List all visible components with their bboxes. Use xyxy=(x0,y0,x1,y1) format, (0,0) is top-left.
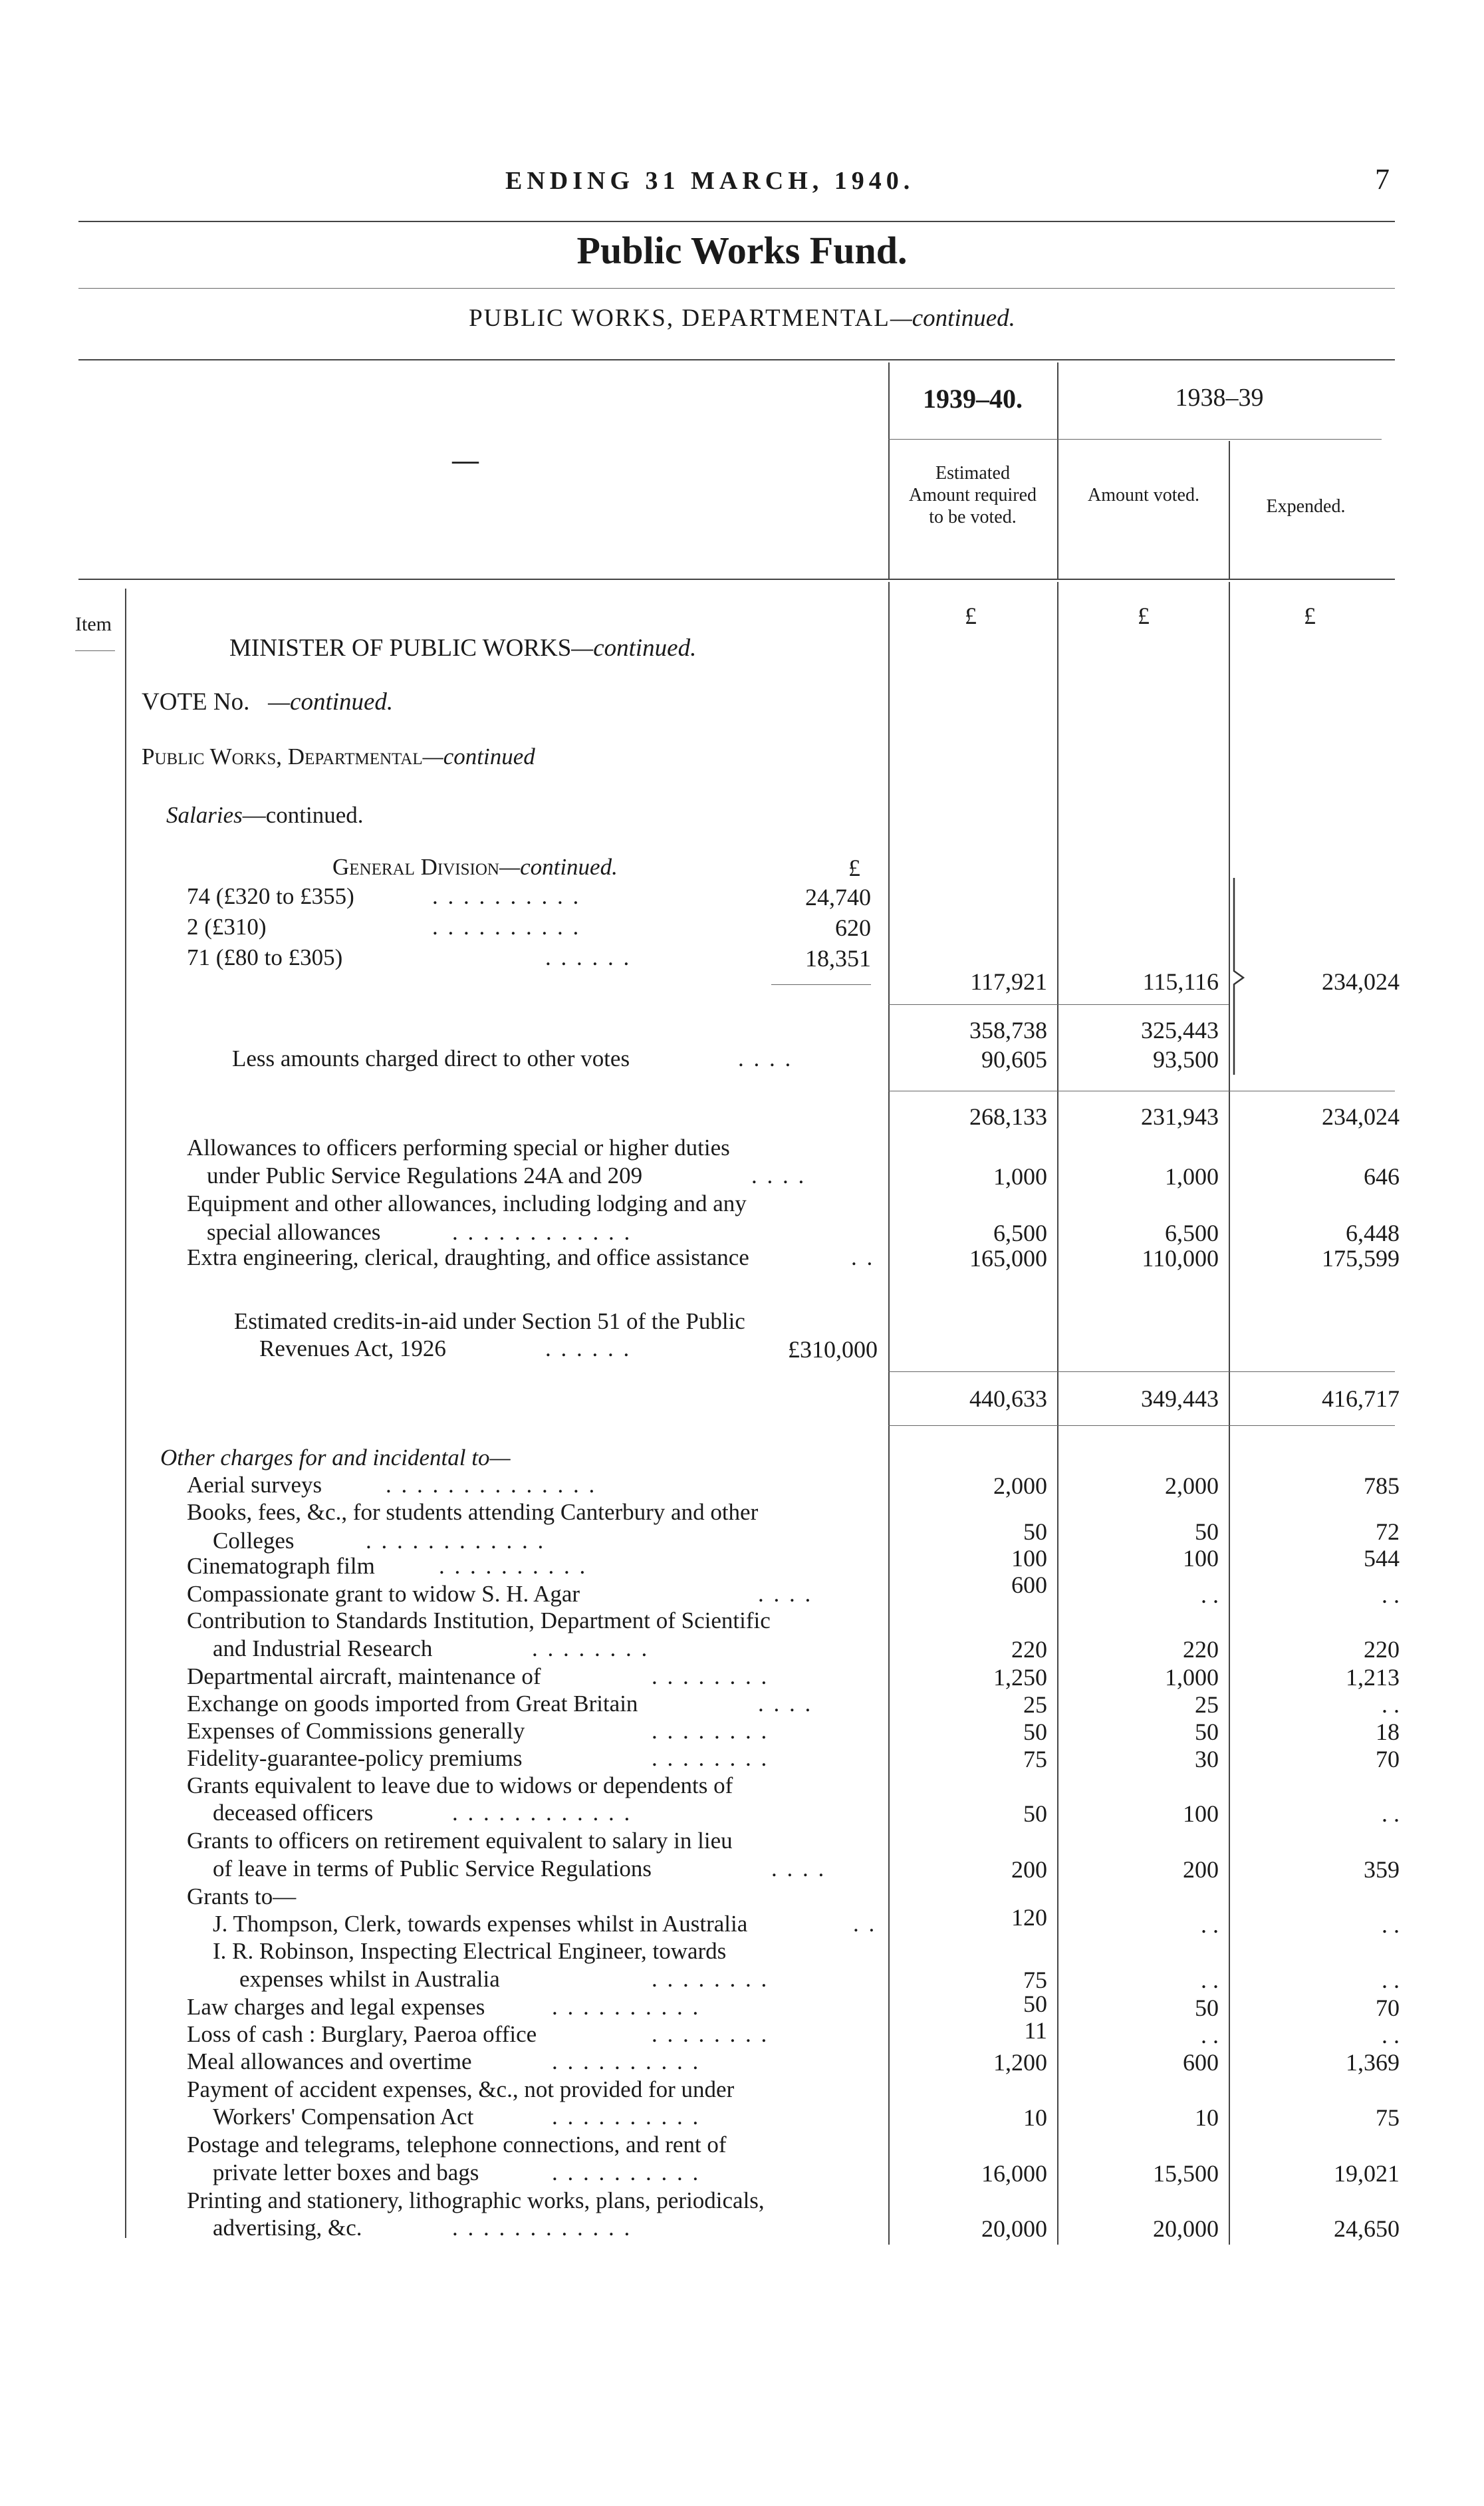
voted-header: Amount voted. xyxy=(1088,485,1199,505)
leaders: . . . . xyxy=(771,1856,826,1881)
grants-to-heading: Grants to— xyxy=(187,1883,297,1909)
general-total-expended: 234,024 xyxy=(1322,968,1400,995)
charge-label: Payment of accident expenses, &c., not provided for under xyxy=(187,2076,735,2102)
charge-est: 11 xyxy=(1024,2017,1047,2044)
leaders: . . . . . . . . . . xyxy=(552,2048,701,2074)
leaders: . . . . . . . . xyxy=(652,1663,769,1689)
charge-est: 600 xyxy=(1011,1572,1047,1598)
charge-label: Aerial surveys xyxy=(187,1472,322,1498)
grade-row-amount: 24,740 xyxy=(805,884,871,910)
allowance-est: 165,000 xyxy=(969,1245,1047,1272)
leaders: . . . . xyxy=(758,1581,813,1607)
vote-label: VOTE No. xyxy=(142,688,250,716)
header-dash: — xyxy=(452,445,479,475)
leaders: . . . . . . . . xyxy=(652,1745,769,1771)
charge-expended: 19,021 xyxy=(1334,2160,1400,2187)
column-rule xyxy=(888,582,890,2245)
total-expended: 416,717 xyxy=(1322,1385,1400,1412)
charge-voted: 2,000 xyxy=(1165,1472,1219,1499)
total-est: 440,633 xyxy=(969,1385,1047,1412)
section-title-text: PUBLIC WORKS, DEPARTMENTAL xyxy=(469,305,890,332)
charge-voted: 15,500 xyxy=(1153,2160,1219,2187)
leaders: . . . . . . . . . . . . . . xyxy=(386,1472,597,1498)
subtotal1-est: 358,738 xyxy=(969,1017,1047,1044)
leaders: . . . . . . . . xyxy=(652,2021,769,2047)
grant-voted: . . xyxy=(1201,1911,1219,1938)
charge-est: 25 xyxy=(1023,1691,1047,1718)
item-underline xyxy=(75,650,115,651)
charge-label: Cinematograph film xyxy=(187,1553,375,1579)
charge-label: of leave in terms of Public Service Regulations xyxy=(213,1856,652,1881)
rule xyxy=(888,439,1382,440)
leaders: . . xyxy=(853,1911,877,1937)
charge-expended: 72 xyxy=(1376,1518,1400,1545)
year-1939-header: 1939–40. xyxy=(923,384,1023,414)
allowance-line: Equipment and other allowances, including lodging and any xyxy=(187,1190,747,1216)
rule xyxy=(78,579,1395,580)
grade-row-label: 74 (£320 to £355) xyxy=(187,883,354,909)
leaders: . . . . . . . . xyxy=(652,1718,769,1744)
leaders: . . . . . . . . . . xyxy=(552,1994,701,2020)
charge-expended: 544 xyxy=(1364,1545,1400,1572)
item-label: Item xyxy=(75,613,112,635)
currency-expended: £ xyxy=(1304,603,1316,629)
charge-est: 1,200 xyxy=(993,2049,1047,2076)
estimated-header: Estimated Amount required to be voted. xyxy=(908,463,1037,527)
leaders: . . xyxy=(851,1244,875,1270)
allowance-est: 1,000 xyxy=(993,1163,1047,1190)
charge-label: Contribution to Standards Institution, Department of Scientific xyxy=(187,1607,771,1633)
leaders: . . . . . . . . . . xyxy=(432,883,581,909)
allowance-line: Allowances to officers performing special or higher duties xyxy=(187,1135,730,1161)
charge-voted: 50 xyxy=(1195,1995,1219,2021)
charge-label: Loss of cash : Burglary, Paeroa office xyxy=(187,2021,537,2047)
leaders: . . . . xyxy=(758,1691,813,1717)
leaders: . . . . . . . . . . . . xyxy=(452,1219,632,1245)
charge-voted: 30 xyxy=(1195,1746,1219,1772)
section-continued: —continued. xyxy=(890,305,1015,332)
leaders: . . . . . . . . . . . . xyxy=(366,1528,546,1554)
currency-est: £ xyxy=(965,603,977,629)
charge-expended: . . xyxy=(1382,2022,1400,2048)
general-total-voted: 115,116 xyxy=(1142,968,1219,995)
rule xyxy=(888,1425,1395,1426)
credits-line: Revenues Act, 1926 xyxy=(259,1335,446,1361)
charge-voted: 200 xyxy=(1183,1856,1219,1883)
charge-label: Expenses of Commissions generally xyxy=(187,1718,525,1744)
charge-est: 50 xyxy=(1023,1991,1047,2017)
charge-est: 2,000 xyxy=(993,1472,1047,1499)
charge-est: 220 xyxy=(1011,1636,1047,1663)
allowance-voted: 1,000 xyxy=(1165,1163,1219,1190)
general-division-label: General Division xyxy=(332,854,499,880)
leaders: . . . . xyxy=(751,1163,806,1188)
allowance-line: under Public Service Regulations 24A and 209 xyxy=(207,1163,643,1188)
charge-expended: 220 xyxy=(1364,1636,1400,1663)
vote-heading xyxy=(142,688,393,716)
charge-label: deceased officers xyxy=(213,1800,374,1826)
inner-currency: £ xyxy=(848,855,860,881)
credits-amount: £310,000 xyxy=(788,1336,878,1363)
less-est: 90,605 xyxy=(981,1046,1047,1073)
leaders: . . . . . . . . . . xyxy=(432,914,581,940)
leaders: . . . . xyxy=(738,1045,793,1071)
charge-expended: . . xyxy=(1382,1582,1400,1608)
subtotal2-expended: 234,024 xyxy=(1322,1103,1400,1130)
charge-voted: 20,000 xyxy=(1153,2215,1219,2242)
other-charges-heading: Other charges for and incidental to— xyxy=(160,1445,511,1470)
charge-voted: . . xyxy=(1201,2022,1219,2048)
charge-label: Fidelity-guarantee-policy premiums xyxy=(187,1745,523,1771)
expended-header: Expended. xyxy=(1266,496,1346,517)
charge-label: Postage and telegrams, telephone connections, and rent of xyxy=(187,2132,727,2158)
allowance-est: 6,500 xyxy=(993,1220,1047,1246)
salaries-label: Salaries xyxy=(166,802,243,828)
salaries-heading xyxy=(166,802,364,829)
subhead xyxy=(142,744,535,770)
grade-row-label: 2 (£310) xyxy=(187,914,267,940)
charge-expended: 24,650 xyxy=(1334,2215,1400,2242)
grant-voted: . . xyxy=(1201,1967,1219,1993)
charge-est: 50 xyxy=(1023,1719,1047,1745)
charge-voted: 100 xyxy=(1183,1800,1219,1827)
leaders: . . . . . . . . . . . . xyxy=(452,1800,632,1826)
subhead-label: Public Works, Departmental xyxy=(142,744,423,769)
leaders: . . . . . . . . xyxy=(532,1635,650,1661)
charge-label: Law charges and legal expenses xyxy=(187,1994,485,2020)
charge-voted: . . xyxy=(1201,1582,1219,1608)
charge-label: private letter boxes and bags xyxy=(213,2159,479,2185)
charge-est: 16,000 xyxy=(981,2160,1047,2187)
charge-label: Colleges xyxy=(213,1528,295,1554)
allowance-voted: 110,000 xyxy=(1142,1245,1219,1272)
year-1938-header: 1938–39 xyxy=(1175,384,1264,412)
allowance-expended: 175,599 xyxy=(1322,1245,1400,1272)
rule xyxy=(888,1004,1229,1005)
grant-expended: . . xyxy=(1382,1911,1400,1938)
grant-est: 75 xyxy=(1023,1967,1047,1993)
allowance-expended: 6,448 xyxy=(1346,1220,1400,1246)
charge-label: Compassionate grant to widow S. H. Agar xyxy=(187,1581,580,1607)
charge-est: 1,250 xyxy=(993,1664,1047,1691)
charge-est: 20,000 xyxy=(981,2215,1047,2242)
general-division-heading xyxy=(332,854,618,881)
charge-voted: 220 xyxy=(1183,1636,1219,1663)
grade-row-amount: 18,351 xyxy=(805,945,871,972)
charge-voted: 100 xyxy=(1183,1545,1219,1572)
subtotal2-voted: 231,943 xyxy=(1141,1103,1219,1130)
subtotal1-voted: 325,443 xyxy=(1141,1017,1219,1044)
total-voted: 349,443 xyxy=(1141,1385,1219,1412)
rule xyxy=(78,359,1395,360)
leaders: . . . . . . . . . . xyxy=(552,2104,701,2130)
grant-expended: . . xyxy=(1382,1967,1400,1993)
charge-expended: 75 xyxy=(1376,2104,1400,2131)
grade-row-label: 71 (£80 to £305) xyxy=(187,944,343,970)
salaries-continued: —continued. xyxy=(242,802,364,828)
charge-expended: 1,213 xyxy=(1346,1664,1400,1691)
charge-expended: 785 xyxy=(1364,1472,1400,1499)
charge-label: Departmental aircraft, maintenance of xyxy=(187,1663,541,1689)
charge-label: Workers' Compensation Act xyxy=(213,2104,474,2130)
charge-voted: 25 xyxy=(1195,1691,1219,1718)
charge-est: 200 xyxy=(1011,1856,1047,1883)
column-rule xyxy=(1057,582,1058,2245)
general-division-continued: —continued. xyxy=(499,854,618,880)
charge-est: 75 xyxy=(1023,1746,1047,1772)
minister-continued: —continued. xyxy=(571,634,697,662)
section-title xyxy=(0,304,1484,333)
page-number: 7 xyxy=(1375,163,1390,196)
rule xyxy=(771,984,871,985)
charge-est: 50 xyxy=(1023,1518,1047,1545)
rule xyxy=(888,1371,1395,1372)
leaders: . . . . . . . . xyxy=(652,1966,769,1992)
subtotal2-est: 268,133 xyxy=(969,1103,1047,1130)
credits-line: Estimated credits-in-aid under Section 51 of the Public xyxy=(234,1308,745,1334)
brace xyxy=(1231,878,1258,1077)
charge-label: Meal allowances and overtime xyxy=(187,2048,472,2074)
leaders: . . . . . . . . . . xyxy=(552,2159,701,2185)
charge-expended: . . xyxy=(1382,1691,1400,1718)
charge-expended: . . xyxy=(1382,1800,1400,1827)
charge-voted: 50 xyxy=(1195,1719,1219,1745)
allowance-line: special allowances xyxy=(207,1219,381,1245)
leaders: . . . . . . xyxy=(545,944,632,970)
vote-continued: —continued. xyxy=(268,688,394,716)
charge-label: and Industrial Research xyxy=(213,1635,433,1661)
subhead-continued: —continued xyxy=(422,744,535,769)
allowance-voted: 6,500 xyxy=(1165,1220,1219,1246)
allowance-line: Extra engineering, clerical, draughting, and office assistance xyxy=(187,1244,749,1270)
rule xyxy=(78,288,1395,289)
less-voted: 93,500 xyxy=(1153,1046,1219,1073)
minister-heading xyxy=(229,634,696,662)
grant-label: I. R. Robinson, Inspecting Electrical Engineer, towards xyxy=(213,1938,727,1964)
currency-voted: £ xyxy=(1138,603,1150,629)
charge-label: Grants equivalent to leave due to widows or dependents of xyxy=(187,1772,733,1798)
rule xyxy=(78,221,1395,222)
charge-label: Books, fees, &c., for students attending Canterbury and other xyxy=(187,1499,759,1525)
grant-est: 120 xyxy=(1011,1904,1047,1931)
less-label: Less amounts charged direct to other votes xyxy=(232,1045,630,1071)
charge-expended: 18 xyxy=(1376,1719,1400,1745)
column-rule xyxy=(1229,582,1230,2245)
charge-expended: 70 xyxy=(1376,1995,1400,2021)
grant-label: expenses whilst in Australia xyxy=(239,1966,500,1992)
running-title: ENDING 31 MARCH, 1940. xyxy=(505,167,915,195)
allowance-expended: 646 xyxy=(1364,1163,1400,1190)
charge-est: 100 xyxy=(1011,1545,1047,1572)
charge-label: advertising, &c. xyxy=(213,2215,362,2241)
charge-est: 50 xyxy=(1023,1800,1047,1827)
leaders: . . . . . . . . . . xyxy=(439,1553,588,1579)
charge-label: Exchange on goods imported from Great Britain xyxy=(187,1691,638,1717)
grade-row-amount: 620 xyxy=(835,914,871,941)
charge-est: 10 xyxy=(1023,2104,1047,2131)
item-column-rule xyxy=(125,589,126,2238)
charge-voted: 1,000 xyxy=(1165,1664,1219,1691)
leaders: . . . . . . . . . . . . xyxy=(452,2215,632,2241)
grant-label: J. Thompson, Clerk, towards expenses whilst in Australia xyxy=(213,1911,748,1937)
charge-voted: 600 xyxy=(1183,2049,1219,2076)
charge-expended: 1,369 xyxy=(1346,2049,1400,2076)
charge-label: Grants to officers on retirement equivalent to salary in lieu xyxy=(187,1828,733,1854)
charge-voted: 10 xyxy=(1195,2104,1219,2131)
fund-title: Public Works Fund. xyxy=(576,229,908,272)
general-total-est: 117,921 xyxy=(970,968,1047,995)
charge-label: Printing and stationery, lithographic works, plans, periodicals, xyxy=(187,2187,765,2213)
charge-voted: 50 xyxy=(1195,1518,1219,1545)
charge-expended: 70 xyxy=(1376,1746,1400,1772)
minister-name: MINISTER OF PUBLIC WORKS xyxy=(229,634,572,662)
leaders: . . . . . . xyxy=(545,1335,632,1361)
charge-expended: 359 xyxy=(1364,1856,1400,1883)
